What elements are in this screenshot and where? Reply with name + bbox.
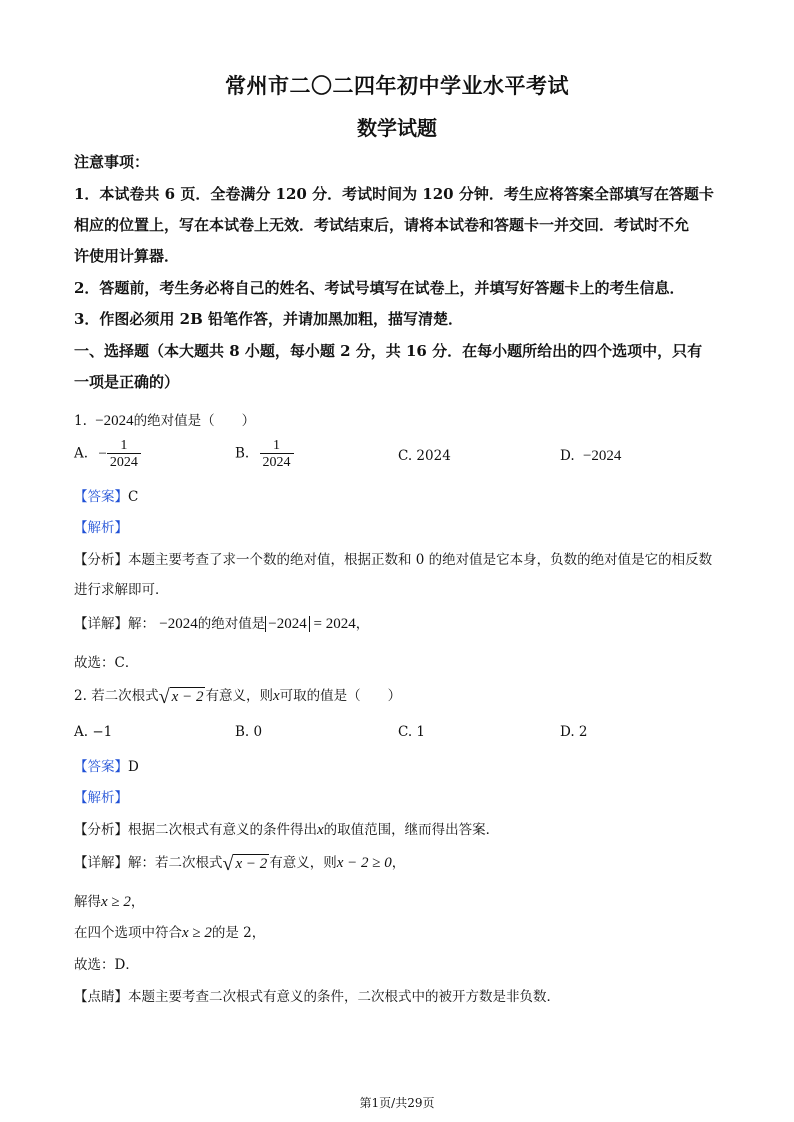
- exam-subtitle: 数学试题: [357, 116, 437, 140]
- q1-fenxi-line-1: [74, 548, 712, 568]
- q2-fenxi-post: 的取值范围，继而得出答案．: [323, 822, 500, 838]
- q1-option-c: C. 2024: [398, 448, 451, 464]
- q1-answer-tag: 【答案】: [74, 489, 128, 505]
- q2-option-check: [74, 921, 265, 942]
- notice-item-1-line-3: 许使用计算器．: [74, 247, 180, 265]
- q2-detail: [74, 851, 405, 874]
- q2-answer-value: D: [128, 759, 139, 775]
- notice-item-1-line-1: 1．本试卷共 6 页．全卷满分 120 分．考试时间为 120 分钟．考生应将答案全部填写在答题卡: [74, 185, 714, 203]
- q2-solve-end: ，: [130, 894, 145, 910]
- q1-detail: [74, 612, 369, 633]
- q1-detail-absolute-value: −2024: [265, 616, 309, 632]
- q2-stem-mid: 有意义，则: [205, 688, 273, 704]
- q1-number: 1.: [74, 413, 87, 429]
- q1-detail-equals: = 2024: [309, 616, 356, 632]
- q2-choose: 故选：D．: [74, 957, 139, 973]
- q1-option-b-numerator: 1: [273, 438, 281, 453]
- q1-fenxi-text: 本题主要考查了求一个数的绝对值，根据正数和 0 的绝对值是它本身，负数的绝对值是它的相反数: [128, 552, 713, 568]
- q2-radicand: x − 2: [171, 688, 204, 705]
- q2-number: 2.: [74, 688, 87, 704]
- sqrt-symbol-icon: √: [158, 685, 170, 708]
- q2-detail-radicand: x − 2: [235, 855, 268, 872]
- q1-detail-tag: 【详解】: [74, 616, 128, 632]
- q2-analysis-tag: 【解析】: [74, 790, 128, 806]
- q2-solve-pre: 解得: [74, 894, 101, 910]
- q1-option-d: [560, 448, 621, 465]
- q2-stem-end: 可取的值是（ ）: [279, 688, 402, 704]
- q2-detail-mid: 有意义，则: [269, 855, 337, 871]
- q1-stem: [74, 409, 255, 430]
- q2-variable: x: [272, 688, 280, 704]
- q1-option-b: [235, 438, 294, 470]
- q2-option-check-post: 的是 2，: [211, 925, 266, 941]
- q1-fenxi-line-2: 进行求解即可．: [74, 582, 169, 598]
- q2-detail-tag: 【详解】: [74, 855, 128, 871]
- q2-solve-inequality: x ≥ 2: [101, 894, 131, 910]
- q1-option-d-label: D.: [560, 448, 575, 464]
- q1-option-b-fraction: [260, 438, 294, 470]
- section-heading-line-2: 一项是正确的）: [74, 373, 180, 391]
- q1-choose: 故选：C．: [74, 655, 139, 671]
- q2-fenxi-variable: x: [317, 822, 324, 838]
- q2-option-d: D. 2: [560, 724, 588, 740]
- q2-answer-tag: 【答案】: [74, 759, 128, 775]
- q1-option-a-denominator: 2024: [107, 453, 141, 470]
- q1-option-a-sign: −: [98, 445, 107, 462]
- q1-answer-value: C: [128, 489, 139, 505]
- q1-option-b-label: B.: [235, 445, 250, 462]
- q2-detail-inequality: x − 2 ≥ 0: [336, 855, 392, 871]
- q1-expression: −2024: [95, 413, 134, 429]
- page-number: 第1页/共29页: [359, 1096, 435, 1110]
- q2-answer: [74, 755, 139, 775]
- notice-item-2: 2．答题前，考生务必将自己的姓名、考试号填写在试卷上，并填写好答题卡上的考生信息．: [74, 279, 685, 297]
- notice-item-3: 3．作图必须用 2B 铅笔作答，并请加黑加粗，描写清楚．: [74, 310, 463, 328]
- notice-item-1-line-2: 相应的位置上，写在本试卷上无效．考试结束后，请将本试卷和答题卡一并交回．考试时不允: [74, 216, 690, 234]
- q2-detail-sqrt-expression: [223, 854, 270, 874]
- q1-detail-expression: −2024: [159, 616, 198, 632]
- q1-detail-end: ，: [355, 616, 370, 632]
- q1-option-a-fraction: [107, 438, 141, 470]
- q2-option-check-pre: 在四个选项中符合: [74, 925, 182, 941]
- q1-stem-text: 的绝对值是（ ）: [133, 413, 256, 429]
- q1-detail-mid: 的绝对值是: [197, 616, 266, 632]
- q1-analysis-tag: 【解析】: [74, 520, 128, 536]
- q1-option-d-value: −2024: [582, 448, 622, 464]
- q2-option-a: A. −1: [74, 724, 113, 740]
- q2-fenxi-pre: 根据二次根式有意义的条件得出: [128, 822, 317, 838]
- q2-option-b: B. 0: [235, 724, 263, 740]
- sqrt-symbol-icon: √: [222, 852, 234, 875]
- q2-fenxi: [74, 818, 499, 839]
- q1-option-b-denominator: 2024: [260, 453, 294, 470]
- section-heading-line-1: 一、选择题（本大题共 8 小题，每小题 2 分，共 16 分．在每小题所给出的四个选项中，只有: [74, 342, 703, 360]
- q1-fenxi-tag: 【分析】: [74, 552, 128, 568]
- q2-review-tag: 【点睛】: [74, 989, 128, 1005]
- q2-review-text: 本题主要考查二次根式有意义的条件，二次根式中的被开方数是非负数．: [128, 989, 560, 1005]
- q2-review: [74, 985, 560, 1005]
- q2-option-check-inequality: x ≥ 2: [182, 925, 212, 941]
- q1-answer: [74, 485, 138, 505]
- q2-stem-pre: 若二次根式: [91, 688, 159, 704]
- q1-detail-pre: 解：: [128, 616, 155, 632]
- q2-detail-end: ，: [391, 855, 406, 871]
- notice-heading: 注意事项：: [74, 153, 150, 171]
- q2-fenxi-tag: 【分析】: [74, 822, 128, 838]
- exam-title: 常州市二〇二四年初中学业水平考试: [225, 73, 569, 98]
- q2-detail-pre: 解：若二次根式: [128, 855, 223, 871]
- q1-option-a-label: A.: [74, 445, 89, 462]
- q2-stem: [74, 684, 401, 707]
- q1-option-a: [74, 438, 141, 470]
- q2-option-c: C. 1: [398, 724, 426, 740]
- q2-solve: [74, 890, 144, 911]
- q1-option-a-numerator: 1: [120, 438, 128, 453]
- q2-sqrt-expression: [159, 687, 206, 707]
